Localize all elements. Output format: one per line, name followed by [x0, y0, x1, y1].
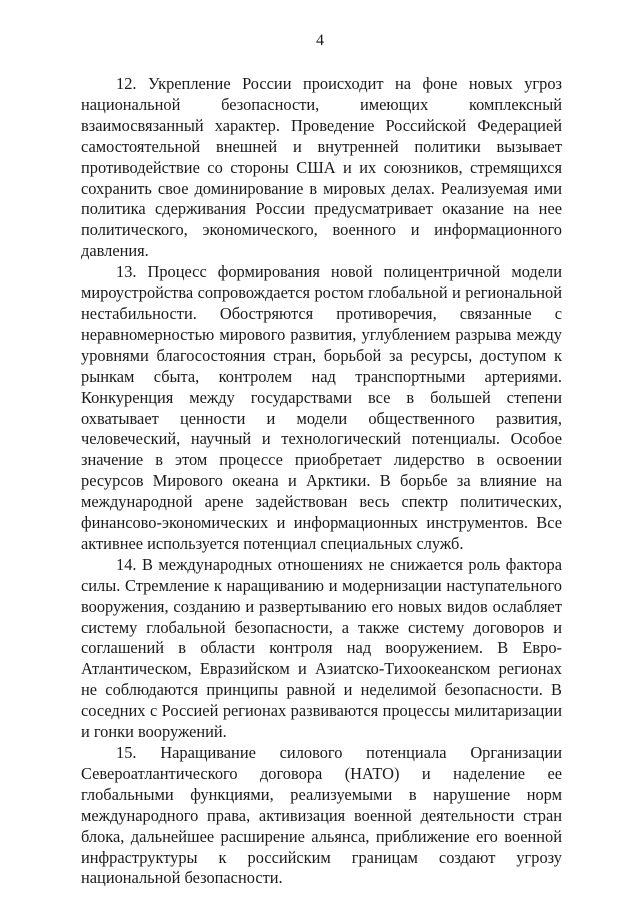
page-number: 4 [316, 32, 324, 49]
paragraph-13: 13. Процесс формирования новой полицентричной модели мироустройства сопровождается ростом глобальной и региональной нестабильности. Обостряются противоречия, связанные с неравномерностью мирового развития, углублением разрыва между уровнями благосостояния стран, борьбой за ресурсы, доступом к рынкам сбыта, контролем над транспортными артериями. Конкуренция между государствами все в большей степени охватывает ценности и модели общественного развития, человеческий, научный и технологический потенциалы. Особое значение в этом процессе приобретает лидерство в освоении ресурсов Мирового океана и Арктики. В борьбе за влияние на международной арене задействован весь спектр политических, финансово-экономических и информационных инструментов. Все активнее используется потенциал специальных служб. [81, 262, 562, 553]
paragraph-14: 14. В международных отношениях не снижается роль фактора силы. Стремление к наращиванию и модернизации наступательного вооружения, созданию и развертыванию его новых видов ослабляет систему глобальной безопасности, а также систему договоров и соглашений в области контроля над вооружением. В Евро-Атлантическом, Евразийском и Азиатско-Тихоокеанском регионах не соблюдаются принципы равной и неделимой безопасности. В соседних с Россией регионах развиваются процессы милитаризации и гонки вооружений. [81, 554, 562, 742]
paragraph-12: 12. Укрепление России происходит на фоне новых угроз национальной безопасности, имеющих комплексный взаимосвязанный характер. Проведение Российской Федерацией самостоятельной внешней и внутренней политики вызывает противодействие со стороны США и их союзников, стремящихся сохранить свое доминирование в мировых делах. Реализуемая ими политика сдерживания России предусматривает оказание на нее политического, экономического, военного и информационного давления. [81, 74, 562, 261]
body-text [81, 74, 562, 889]
paragraph-15: 15. Наращивание силового потенциала Организации Североатлантического договора (НАТО) и наделение ее глобальными функциями, реализуемыми в нарушение норм международного права, активизация военной деятельности стран блока, дальнейшее расширение альянса, приближение его военной инфраструктуры к российским границам создают угрозу национальной безопасности. [81, 743, 562, 888]
